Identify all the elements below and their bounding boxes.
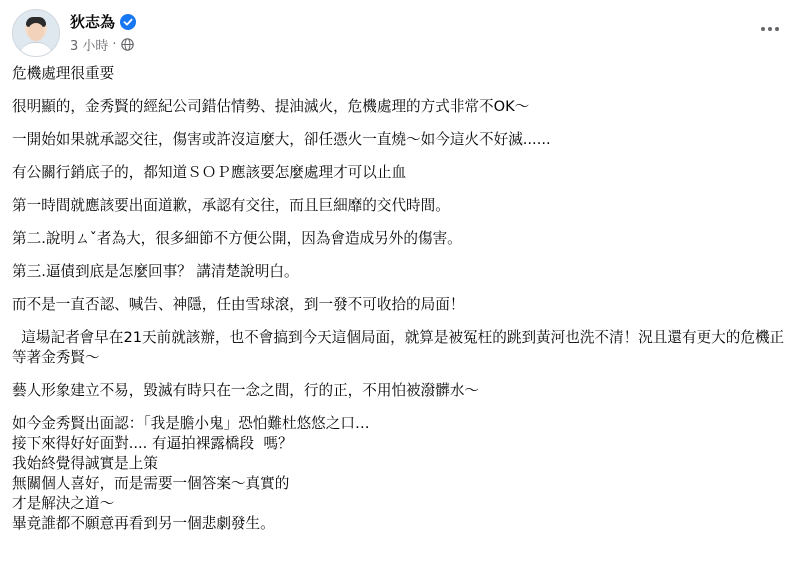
post-header (12, 9, 788, 59)
avatar-shirt (20, 42, 52, 57)
closing-line: 如今金秀賢出面認：「我是膽小鬼」恐怕難杜悠悠之口… (12, 415, 370, 432)
post-meta (70, 35, 134, 54)
post-paragraph: 第一時間就應該要出面道歉，承認有交往，而且巨細靡的交代時間。 (12, 197, 450, 214)
meta-separator: · (112, 37, 117, 52)
more-horizontal-icon (761, 27, 765, 31)
closing-line: 畢竟誰都不願意再看到另一個悲劇發生。 (12, 515, 275, 532)
post-paragraph: 危機處理很重要 (12, 65, 115, 82)
post-paragraph: 有公關行銷底子的，都知道ＳＯＰ應該要怎麼處理才可以止血 (12, 164, 407, 181)
globe-icon[interactable] (121, 38, 134, 51)
author-avatar[interactable] (12, 9, 60, 57)
author-name-row (70, 11, 136, 32)
post-paragraph: 藝人形象建立不易，毀滅有時只在一念之間，行的正，不用怕被潑髒水～ (12, 382, 480, 399)
avatar-face (28, 23, 44, 41)
more-dot (768, 27, 772, 31)
post-paragraph: 一開始如果就承認交往，傷害或許沒這麼大，卻任憑火一直燒～如今這火不好滅...... (12, 131, 551, 148)
author-name[interactable]: 狄志為 (70, 13, 116, 31)
more-dot (775, 27, 779, 31)
post-paragraph: 第三.逼債到底是怎麼回事？ 講清楚說明白。 (12, 263, 299, 280)
post-timestamp[interactable]: 3 小時 (70, 39, 109, 54)
closing-line: 我始終覺得誠實是上策 (12, 455, 158, 472)
post-paragraph: 而不是一直否認、喊告、神隱，任由雪球滾，到一發不可收拾的局面！ (12, 296, 465, 313)
post-content (12, 64, 788, 534)
closing-line: 接下來得好好面對.... 有逼拍裸露橋段 嗎？ (12, 435, 293, 452)
verified-badge-icon (120, 14, 136, 30)
post-paragraph: 這場記者會早在21天前就該辦，也不會搞到今天這個局面，就算是被冤枉的跳到黃河也洗不清！況且還有更大的危機正等著金秀賢～ (12, 329, 785, 366)
closing-line: 才是解決之道～ (12, 495, 115, 512)
more-options-button[interactable] (752, 17, 788, 41)
post-paragraph: 第二.說明ㄙˇ者為大，很多細節不方便公開，因為會造成另外的傷害。 (12, 230, 462, 247)
post-paragraph: 很明顯的，金秀賢的經紀公司錯估情勢、提油滅火，危機處理的方式非常不OK～ (12, 98, 530, 115)
closing-line: 無關個人喜好，而是需要一個答案～真實的 (12, 475, 290, 492)
